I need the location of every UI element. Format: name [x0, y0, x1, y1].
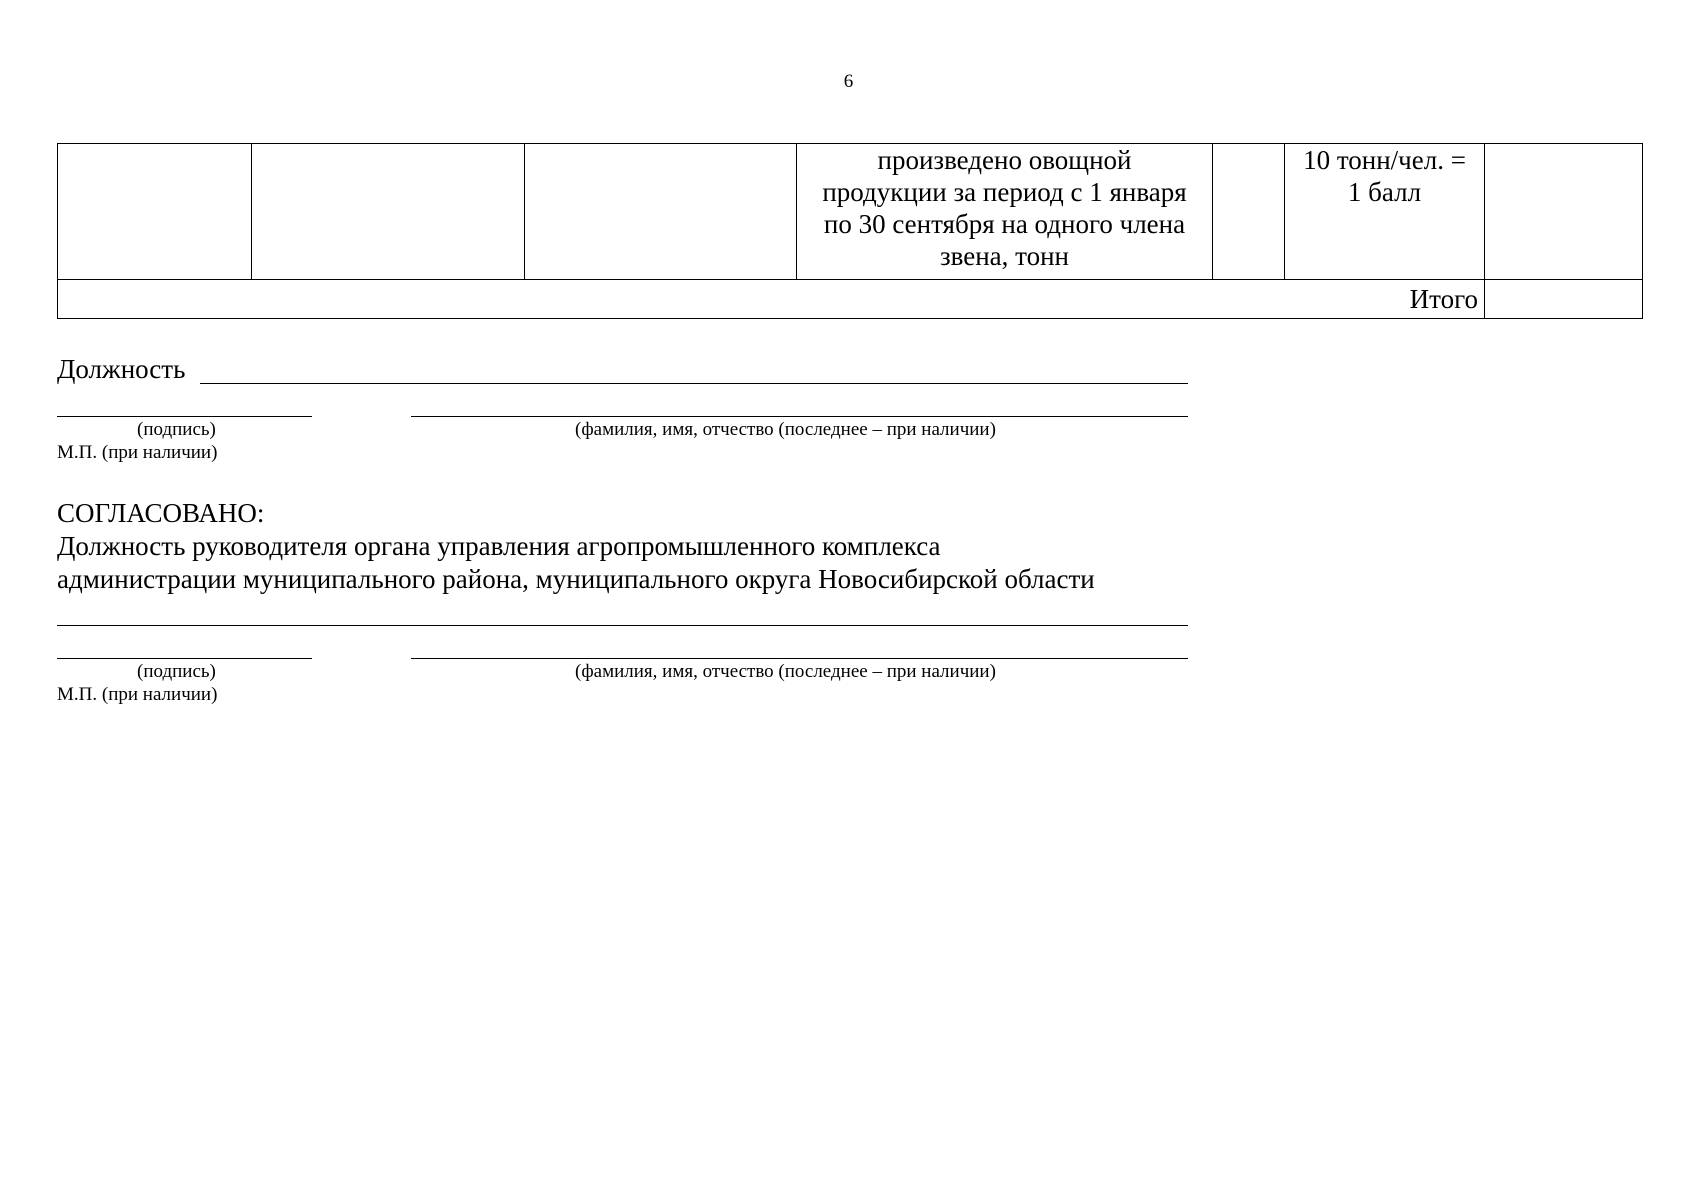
criterion-text-line: звена, тонн — [939, 241, 1069, 271]
criterion-text-line: произведено овощной — [877, 145, 1132, 175]
approver-position-field-line — [57, 625, 1188, 626]
score-text-line: 10 тонн/чел. = — [1303, 145, 1466, 175]
criteria-table — [57, 143, 1643, 319]
score-text-line: 1 балл — [1347, 177, 1422, 207]
name-field-line — [411, 658, 1188, 659]
criterion-cell — [797, 144, 1213, 280]
criterion-text-line: по 30 сентября на одного члена — [823, 209, 1186, 239]
name-field-line — [411, 416, 1188, 417]
table-row — [58, 144, 1643, 280]
signature-caption: (подпись) — [137, 419, 216, 440]
stamp-caption: М.П. (при наличии) — [57, 684, 218, 705]
page-number: 6 — [843, 71, 854, 92]
approved-label: СОГЛАСОВАНО: — [57, 498, 265, 528]
table-cell-empty — [525, 144, 797, 280]
signature-caption: (подпись) — [137, 661, 216, 682]
total-row — [58, 280, 1643, 319]
table-cell-empty — [1213, 144, 1285, 280]
signature-field-line — [57, 416, 312, 417]
approver-position-line: Должность руководителя органа управления агропромышленного комплекса — [57, 531, 941, 561]
name-caption: (фамилия, имя, отчество (последнее – при наличии) — [575, 419, 996, 440]
position-field-line — [200, 383, 1188, 384]
score-cell — [1285, 144, 1485, 280]
criterion-text-line: продукции за период с 1 января — [822, 177, 1187, 207]
total-value-cell — [1485, 280, 1643, 319]
table-cell-empty — [252, 144, 525, 280]
signature-field-line — [57, 658, 312, 659]
table-cell-empty — [1485, 144, 1643, 280]
stamp-caption: М.П. (при наличии) — [57, 442, 218, 463]
name-caption: (фамилия, имя, отчество (последнее – при наличии) — [575, 661, 996, 682]
position-label: Должность — [57, 354, 186, 384]
approver-position-line: администрации муниципального района, муниципального округа Новосибирской области — [57, 564, 1095, 594]
total-label: Итого — [58, 280, 1485, 319]
table-cell-empty — [58, 144, 252, 280]
